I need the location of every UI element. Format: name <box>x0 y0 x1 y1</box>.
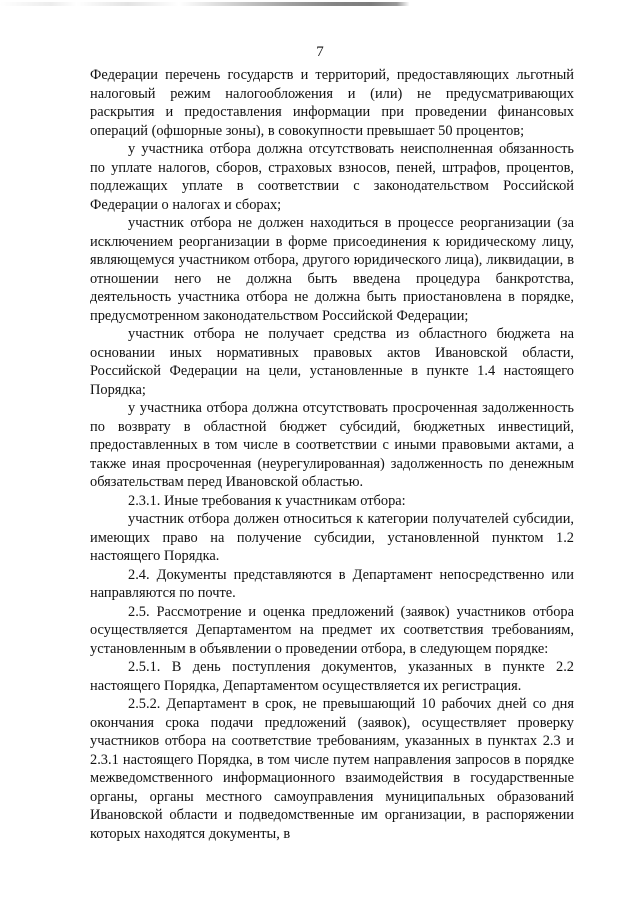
paragraph-2-5: 2.5. Рассмотрение и оценка предложений (заявок) участников отбора осуществляется Департаментом на предмет их соответствия требованиям, установленным в объявлении о проведении отбора, в следующем порядке: <box>90 603 574 657</box>
paragraph-budget-funds: участник отбора не получает средства из областного бюджета на основании иных нормативных правовых актов Ивановской области, Российской Федерации на цели, установленные в пункте 1.4 настоящего Порядка; <box>90 326 574 398</box>
paragraph-2-5-1: 2.5.1. В день поступления документов, указанных в пункте 2.2 настоящего Порядка, Департаментом осуществляется их регистрация. <box>90 659 574 694</box>
paragraph-overdue-debt: у участника отбора должна отсутствовать просроченная задолженность по возврату в областной бюджет субсидий, бюджетных инвестиций, предоставленных в том числе в соответствии с иными правовыми актами, а также иная просроченная (неурегулированная) задолженность по денежным обязательствам перед Ивановской областью. <box>90 400 574 490</box>
paragraph-2-3-1: 2.3.1. Иные требования к участникам отбора: <box>128 492 406 509</box>
paragraph-reorganization: участник отбора не должен находиться в процессе реорганизации (за исключением реорганизации в форме присоединения к юридическому лицу, являющемуся участником отбора, другого юридического лица), ликвидации, в отношении него не должна быть введена процедура банкротства, деятельность участника отбора не должна быть приостановлена в порядке, предусмотренном законодательством Российской Федерации; <box>90 215 574 324</box>
paragraph-offshore-continuation: Федерации перечень государств и территорий, предоставляющих льготный налоговый режим налогообложения и (или) не предусматривающих раскрытия и предоставления информации при проведении финансовых операций (офшорные зоны), в совокупности превышает 50 процентов; <box>90 67 574 139</box>
paragraph-2-4: 2.4. Документы представляются в Департамент непосредственно или направляются по почте. <box>90 566 574 601</box>
paragraph-category: участник отбора должен относиться к категории получателей субсидии, имеющих право на получение субсидии, установленной пунктом 1.2 настоящего Порядка. <box>90 511 574 564</box>
document-body <box>90 66 574 843</box>
paragraph-2-5-2: 2.5.2. Департамент в срок, не превышающий 10 рабочих дней со дня окончания срока подачи предложений (заявок), осуществляет проверку участников отбора на соответствие требованиям, указанных в пунктах 2.3 и 2.3.1 настоящего Порядка, в том числе путем направления запросов в порядке межведомственного информационного взаимодействия в государственные органы, органы местного самоуправления муниципальных образований Ивановской области и подведомственные им организации, в распоряжении которых находятся документы, в <box>90 696 574 842</box>
scan-edge-artifact <box>0 2 640 6</box>
paragraph-tax-obligations: у участника отбора должна отсутствовать неисполненная обязанность по уплате налогов, сборов, страховых взносов, пеней, штрафов, процентов, подлежащих уплате в соответствии с законодательством Российской Федерации о налогах и сборах; <box>90 141 574 213</box>
page-number: 7 <box>316 44 324 60</box>
